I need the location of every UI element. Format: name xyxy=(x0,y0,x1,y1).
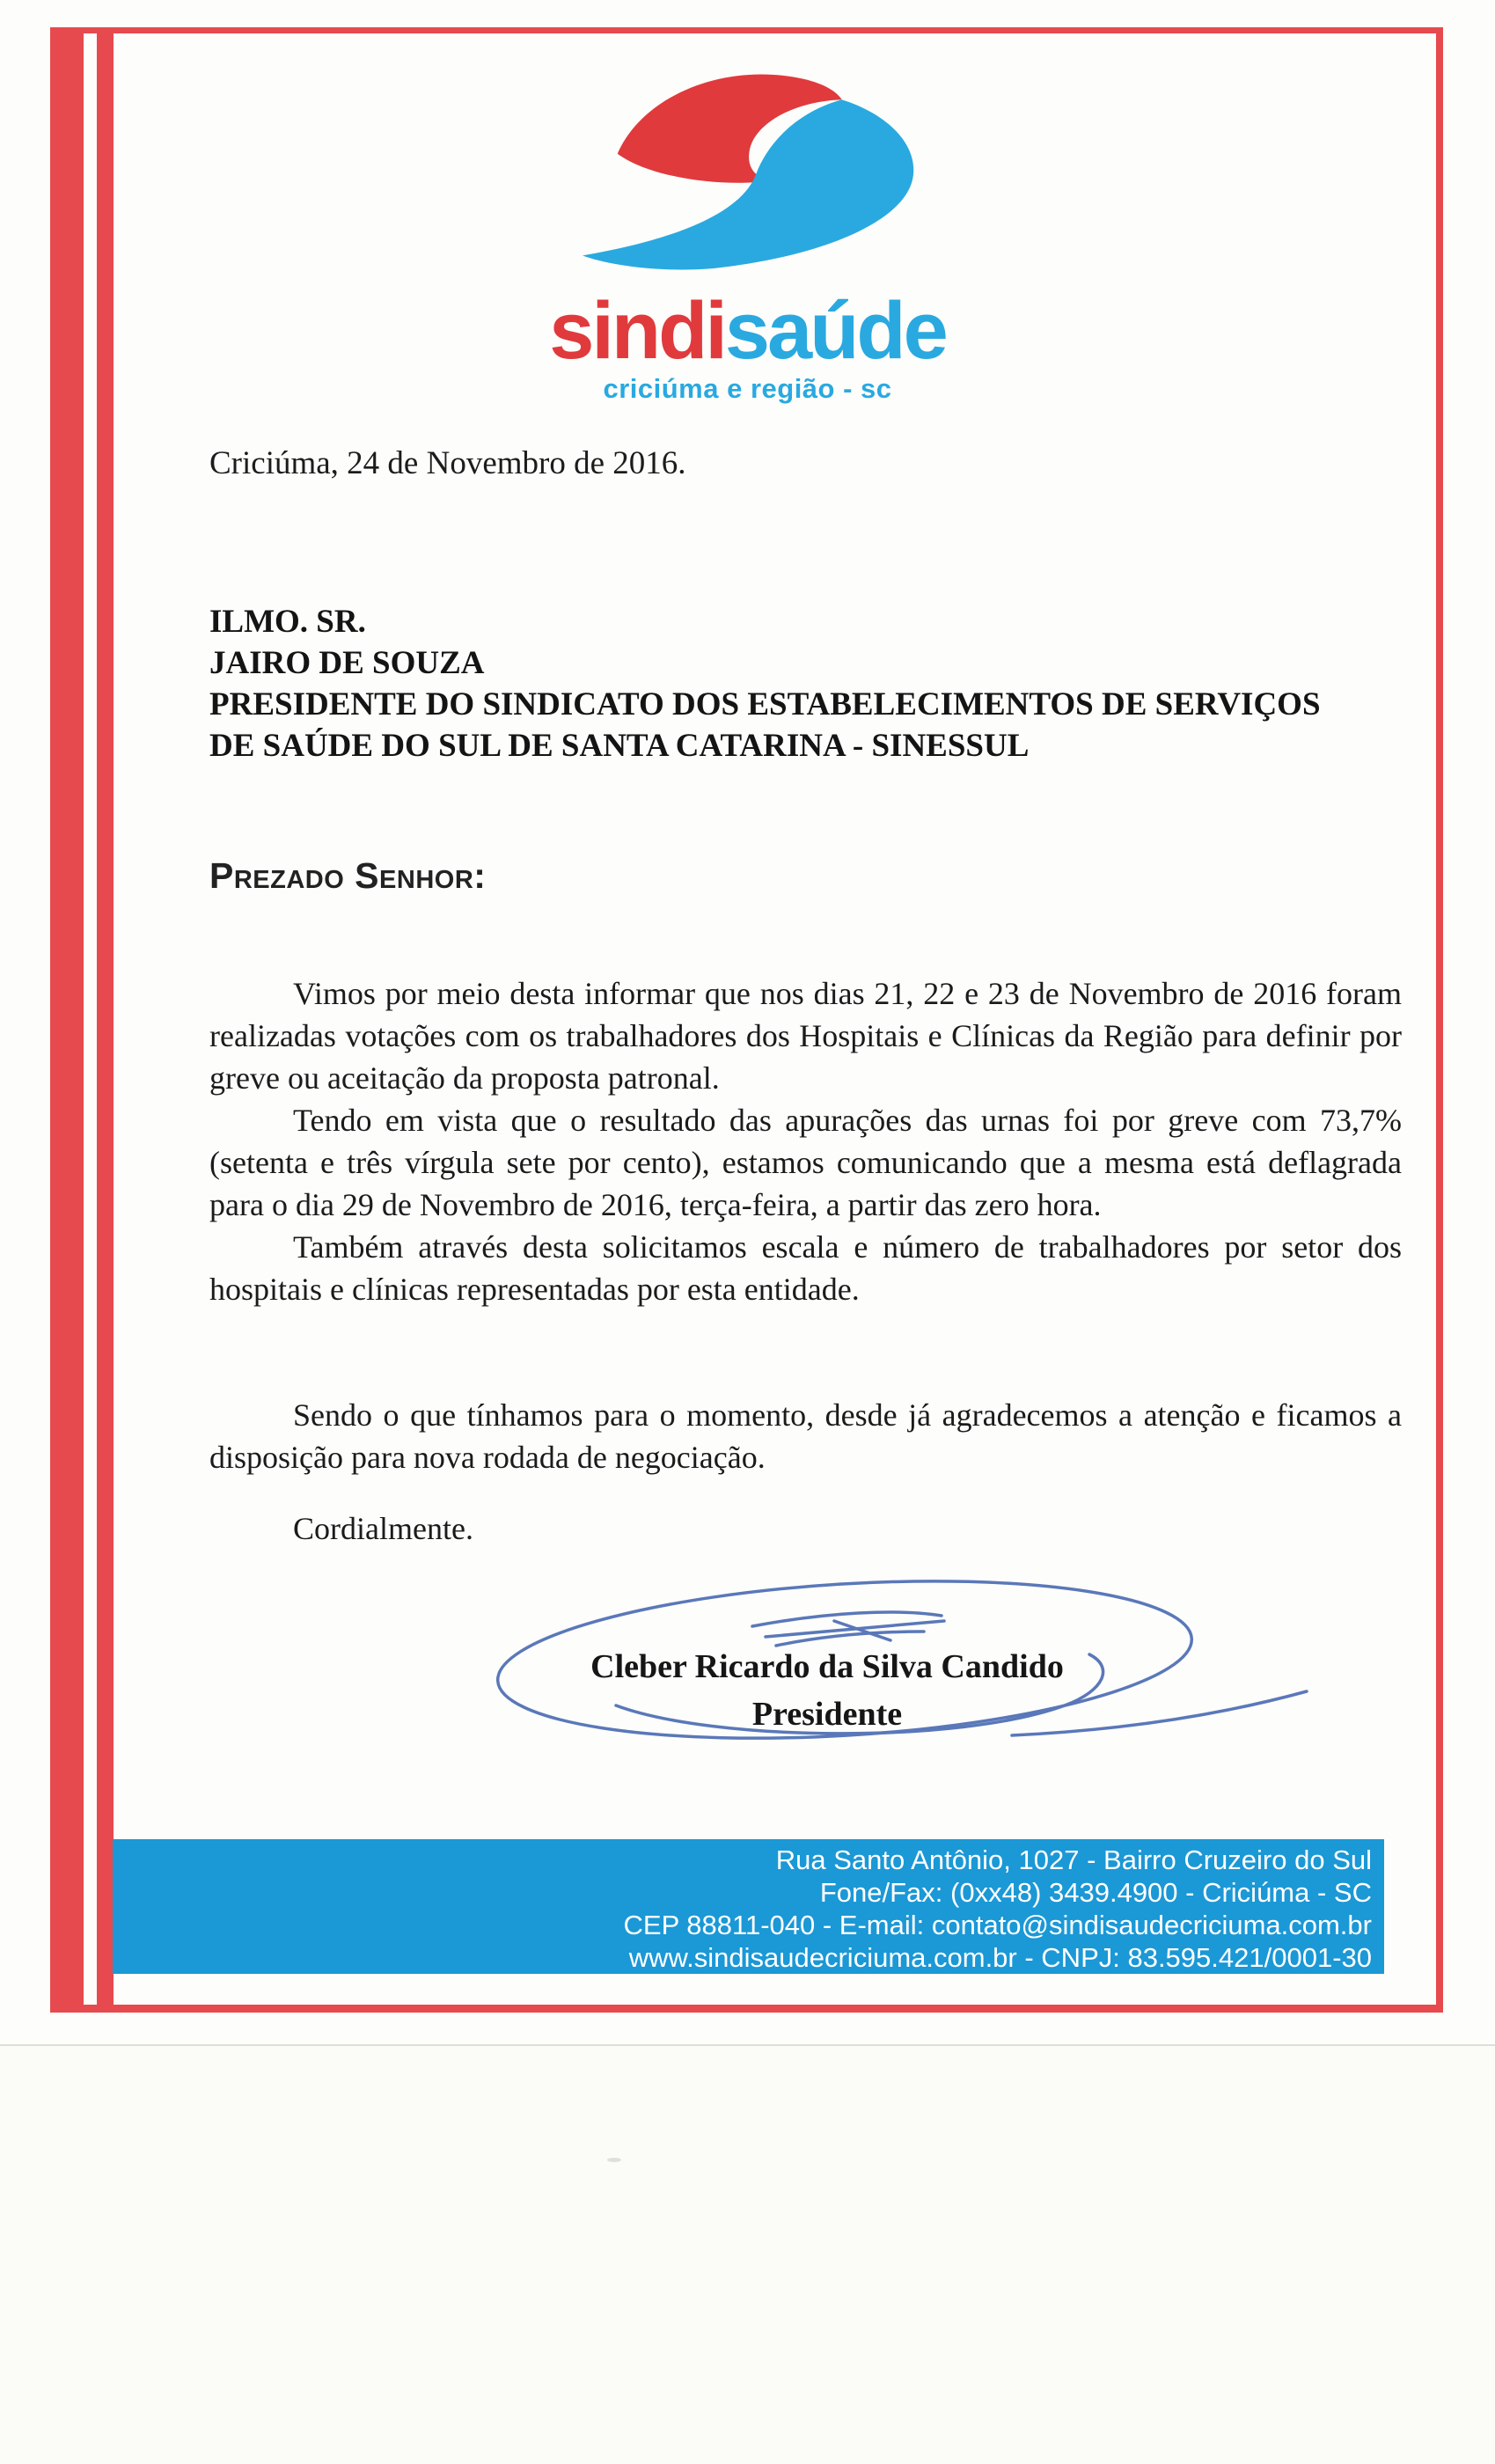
paragraph-votes: Vimos por meio desta informar que nos dias 21, 22 e 23 de Novembro de 2016 foram realizadas votações com os trabalhadores dos Hospitais e Clínicas da Região para definir por greve ou aceitação da proposta patronal. xyxy=(209,976,1402,1096)
footer-email-line: CEP 88811-040 - E-mail: contato@sindisaudecriciuma.com.br xyxy=(623,1910,1372,1940)
signer-title: Presidente xyxy=(751,1696,903,1733)
logo-swoosh-icon xyxy=(541,56,955,296)
footer-address-line: Rua Santo Antônio, 1027 - Bairro Cruzeiro do Sul xyxy=(775,1844,1372,1875)
sindisaude-logo xyxy=(0,56,1495,405)
recipient-line: DE SAÚDE DO SUL DE SANTA CATARINA - SINESSUL xyxy=(209,728,1030,764)
logo-wordmark xyxy=(549,286,946,376)
border-top-line xyxy=(50,27,1442,33)
scan-speck xyxy=(607,2158,621,2162)
signature-block xyxy=(484,1572,1311,1761)
logo-tagline: criciúma e região - sc xyxy=(603,373,892,404)
logo-text-sindi: sindi xyxy=(549,286,725,376)
recipient-block xyxy=(209,601,1406,766)
logo-text-saude: saúde xyxy=(724,286,946,376)
salutation: Prezado Senhor: xyxy=(209,855,487,896)
footer-website-cnpj-line: www.sindisaudecriciuma.com.br - CNPJ: 83.595.421/0001-30 xyxy=(628,1942,1372,1973)
closing: Cordialmente. xyxy=(293,1511,473,1546)
footer-bar xyxy=(113,1839,1384,1974)
date-line: Criciúma, 24 de Novembro de 2016. xyxy=(209,445,686,481)
border-bottom-line xyxy=(50,2005,1443,2013)
recipient-line: ILMO. SR. xyxy=(209,604,366,640)
scan-background xyxy=(0,2046,1495,2464)
signer-name: Cleber Ricardo da Silva Candido xyxy=(590,1648,1064,1685)
footer-phone-line: Fone/Fax: (0xx48) 3439.4900 - Criciúma - SC xyxy=(819,1877,1372,1908)
paragraph-strike-result: Tendo em vista que o resultado das apurações das urnas foi por greve com 73,7% (setenta e três vírgula sete por cento), estamos comunicando que a mesma está deflagrada para o dia 29 de Novembro de 2016, terça-feira, a partir das zero hora. xyxy=(209,1103,1402,1222)
recipient-line: PRESIDENTE DO SINDICATO DOS ESTABELECIMENTOS DE SERVIÇOS xyxy=(209,686,1321,722)
recipient-line: JAIRO DE SOUZA xyxy=(209,645,485,681)
paragraph-request: Também através desta solicitamos escala e número de trabalhadores por setor dos hospitais e clínicas representadas por esta entidade. xyxy=(209,1229,1402,1307)
paragraph-thanks: Sendo o que tínhamos para o momento, desde já agradecemos a atenção e ficamos a disposição para nova rodada de negociação. xyxy=(209,1397,1402,1475)
letter-body xyxy=(209,972,1402,1550)
